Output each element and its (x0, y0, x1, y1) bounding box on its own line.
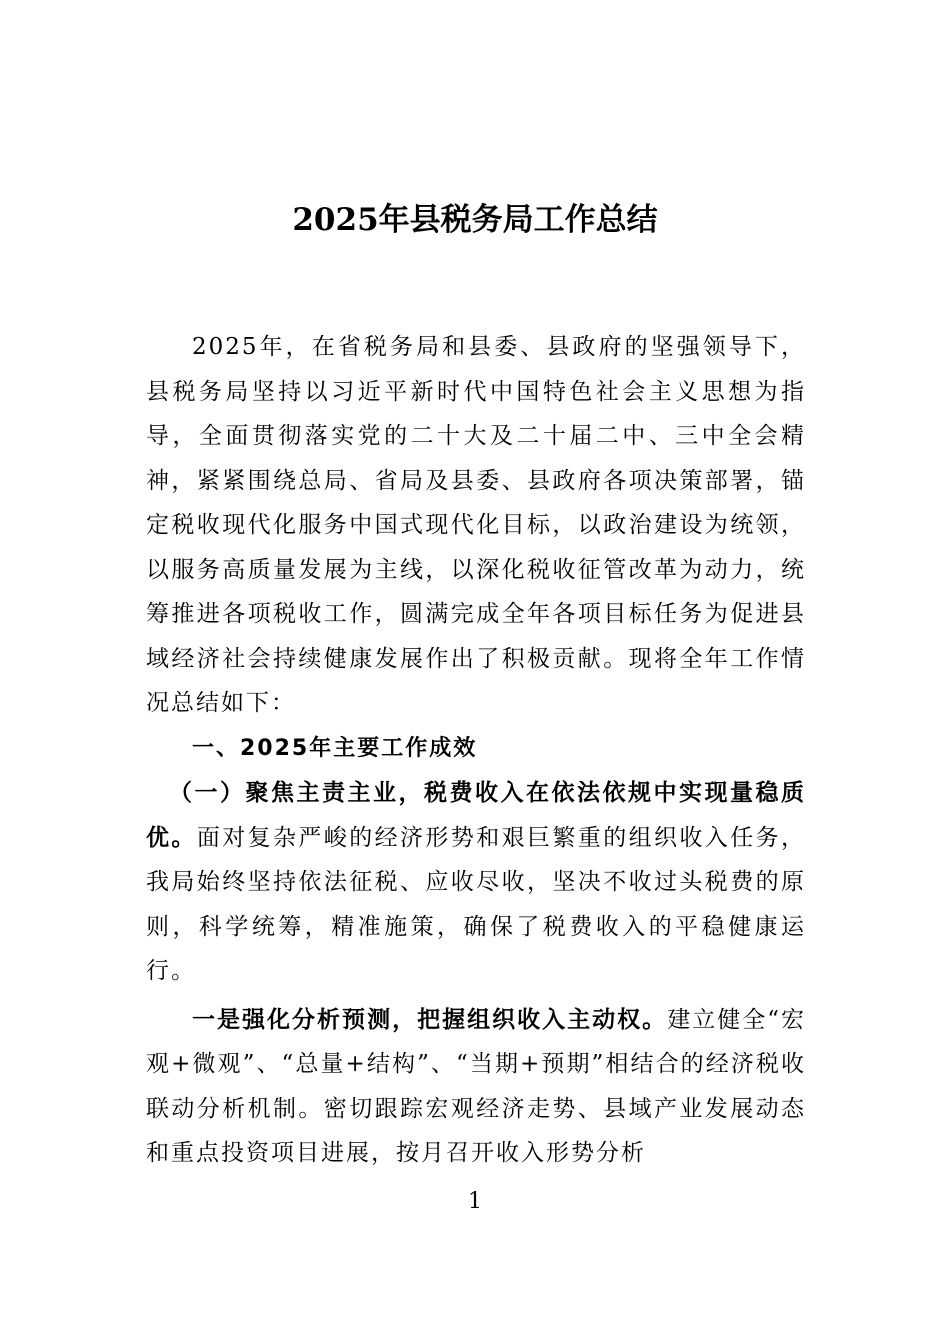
page-number: 1 (468, 1189, 482, 1214)
document-body (146, 325, 806, 1176)
document-title: 2025年县税务局工作总结 (292, 202, 658, 238)
item-lead: 一是强化分析预测，把握组织收入主动权。 (192, 1005, 668, 1033)
subsection-lead: （一）聚焦主责主业，税费收入在依法依规中实现量稳质优。 (146, 779, 806, 851)
item-text: 建立健全“宏观+微观”、“总量+结构”、“当期+预期”相结合的经济税收联动分析机制。密切跟踪宏观经济走势、县域产业发展动态和重点投资项目进展，按月召开收入形势分析 (146, 1006, 806, 1166)
subsection-text: 面对复杂严峻的经济形势和艰巨繁重的组织收入任务，我局始终坚持依法征税、应收尽收，坚决不收过头税费的原则，科学统筹，精准施策，确保了税费收入的平稳健康运行。 (146, 824, 807, 984)
subsection-paragraph (146, 771, 806, 994)
item-paragraph (146, 998, 806, 1176)
section-heading (146, 726, 806, 772)
intro-paragraph: 2025年，在省税务局和县委、县政府的坚强领导下，县税务局坚持以习近平新时代中国特色社会主义思想为指导，全面贯彻落实党的二十大及二十届二中、三中全会精神，紧紧围绕总局、省局及县委、县政府各项决策部署，锚定税收现代化服务中国式现代化目标，以政治建设为统领，以服务高质量发展为主线，以深化税收征管改革为动力，统筹推进各项税收工作，圆满完成全年各项目标任务为促进县域经济社会持续健康发展作出了积极贡献。现将全年工作情况总结如下： (146, 334, 806, 716)
section-heading-text: 一、2025年主要工作成效 (192, 735, 478, 761)
